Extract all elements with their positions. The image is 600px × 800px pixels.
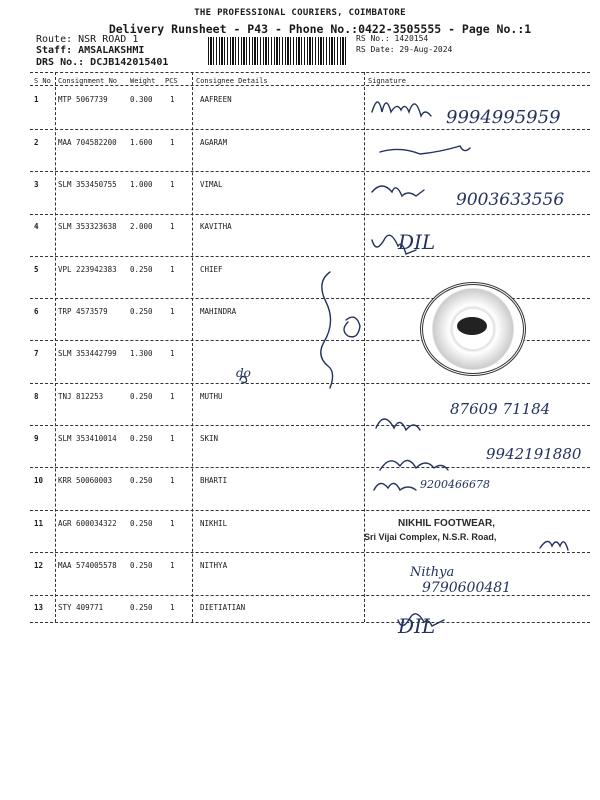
row-weight: 0.300 <box>130 95 153 104</box>
col-header-weight: Weight <box>130 77 156 85</box>
row-weight: 0.250 <box>130 603 153 612</box>
row-weight: 2.000 <box>130 222 153 231</box>
route-label: Route: NSR ROAD 1 <box>36 34 139 45</box>
row-consignment: VPL 223942383 <box>58 265 117 274</box>
row-consignment: SLM 353410014 <box>58 434 117 443</box>
row-consignment: MAA 704582200 <box>58 138 117 147</box>
row-pcs: 1 <box>170 476 175 485</box>
row-consignment: TRP 4573579 <box>58 307 108 316</box>
row-consignee: BHARTI <box>200 476 228 485</box>
row-sno: 7 <box>34 349 39 358</box>
row-pcs: 1 <box>170 349 175 358</box>
row-pcs: 1 <box>170 392 175 401</box>
handwritten-mark: DIL <box>398 614 436 638</box>
row-weight: 0.250 <box>130 307 153 316</box>
col-header-consignment: Consignment No <box>58 77 118 85</box>
handwritten-phone: 9003633556 <box>456 190 565 210</box>
row-consignment: MTP 5067739 <box>58 95 108 104</box>
row-sno: 12 <box>34 561 44 570</box>
row-consignee: AGARAM <box>200 138 228 147</box>
row-sno: 11 <box>34 519 44 528</box>
row-pcs: 1 <box>170 603 175 612</box>
row-weight: 0.250 <box>130 392 153 401</box>
row-sno: 1 <box>34 95 39 104</box>
row-consignment: SLM 353442799 <box>58 349 117 358</box>
row-weight: 1.000 <box>130 180 153 189</box>
row-weight: 0.250 <box>130 265 153 274</box>
row-weight: 0.250 <box>130 519 153 528</box>
row-sno: 10 <box>34 476 44 485</box>
row-pcs: 1 <box>170 307 175 316</box>
rs-number: RS No.: 1420154 <box>356 34 429 43</box>
row-consignment: KRR 50060003 <box>58 476 113 485</box>
stamp-center <box>457 317 487 335</box>
handwritten-phone: 9200466678 <box>420 478 490 491</box>
row-sno: 13 <box>34 603 44 612</box>
row-weight: 0.250 <box>130 476 153 485</box>
row-consignment: STY 409771 <box>58 603 104 612</box>
row-consignee: NITHYA <box>200 561 228 570</box>
row-sno: 9 <box>34 434 39 443</box>
row-weight: 1.300 <box>130 349 153 358</box>
row-consignment: MAA 574005578 <box>58 561 117 570</box>
row-weight: 0.250 <box>130 434 153 443</box>
row-pcs: 1 <box>170 519 175 528</box>
row-pcs: 1 <box>170 265 175 274</box>
row-weight: 0.250 <box>130 561 153 570</box>
runsheet-title: Delivery Runsheet - P43 - Phone No.:0422-3505555 - Page No.:1 <box>108 22 532 36</box>
row-consignee: MUTHU <box>200 392 223 401</box>
row-consignee: VIMAL <box>200 180 223 189</box>
row-consignee: DIETIATIAN <box>200 603 246 612</box>
row-consignee: SKIN <box>200 434 219 443</box>
row-consignee: MAHINDRA <box>200 307 237 316</box>
row-pcs: 1 <box>170 561 175 570</box>
row-pcs: 1 <box>170 222 175 231</box>
row-sno: 8 <box>34 392 39 401</box>
row-sno: 4 <box>34 222 39 231</box>
col-header-pcs: PCS <box>165 77 178 85</box>
company-stamp-address: Sri Vijai Complex, N.S.R. Road, <box>364 532 497 542</box>
row-sno: 5 <box>34 265 39 274</box>
row-sno: 3 <box>34 180 39 189</box>
handwritten-phone: 9790600481 <box>422 580 512 596</box>
company-name: THE PROFESSIONAL COURIERS, COIMBATORE <box>194 8 406 18</box>
round-stamp <box>420 282 526 376</box>
handwritten-phone: 87609 71184 <box>450 400 551 418</box>
row-pcs: 1 <box>170 180 175 189</box>
row-pcs: 1 <box>170 138 175 147</box>
col-header-sno: S No <box>34 77 51 85</box>
row-pcs: 1 <box>170 434 175 443</box>
drs-number: DRS No.: DCJB142015401 <box>36 57 169 68</box>
handwritten-phone: 9942191880 <box>486 445 582 463</box>
handwritten-mark: do <box>236 366 251 380</box>
row-consignee: CHIEF <box>200 265 223 274</box>
handwritten-phone: 9994995959 <box>446 107 561 128</box>
handwritten-mark: DIL <box>398 230 436 254</box>
row-consignment: SLM 353450755 <box>58 180 117 189</box>
row-consignment: AGR 600034322 <box>58 519 117 528</box>
row-sno: 2 <box>34 138 39 147</box>
row-consignment: SLM 353323638 <box>58 222 117 231</box>
col-header-signature: Signature <box>368 77 406 85</box>
staff-label: Staff: AMSALAKSHMI <box>36 45 145 56</box>
company-stamp-name: NIKHIL FOOTWEAR, <box>398 518 496 529</box>
row-consignee: NIKHIL <box>200 519 228 528</box>
rs-date: RS Date: 29-Aug-2024 <box>356 45 453 54</box>
row-consignment: TNJ 812253 <box>58 392 104 401</box>
row-weight: 1.600 <box>130 138 153 147</box>
row-pcs: 1 <box>170 95 175 104</box>
row-consignee: AAFREEN <box>200 95 232 104</box>
handwritten-name: Nithya <box>410 565 455 580</box>
col-header-consignee: Consignee Details <box>196 77 268 85</box>
row-sno: 6 <box>34 307 39 316</box>
row-consignee: KAVITHA <box>200 222 232 231</box>
